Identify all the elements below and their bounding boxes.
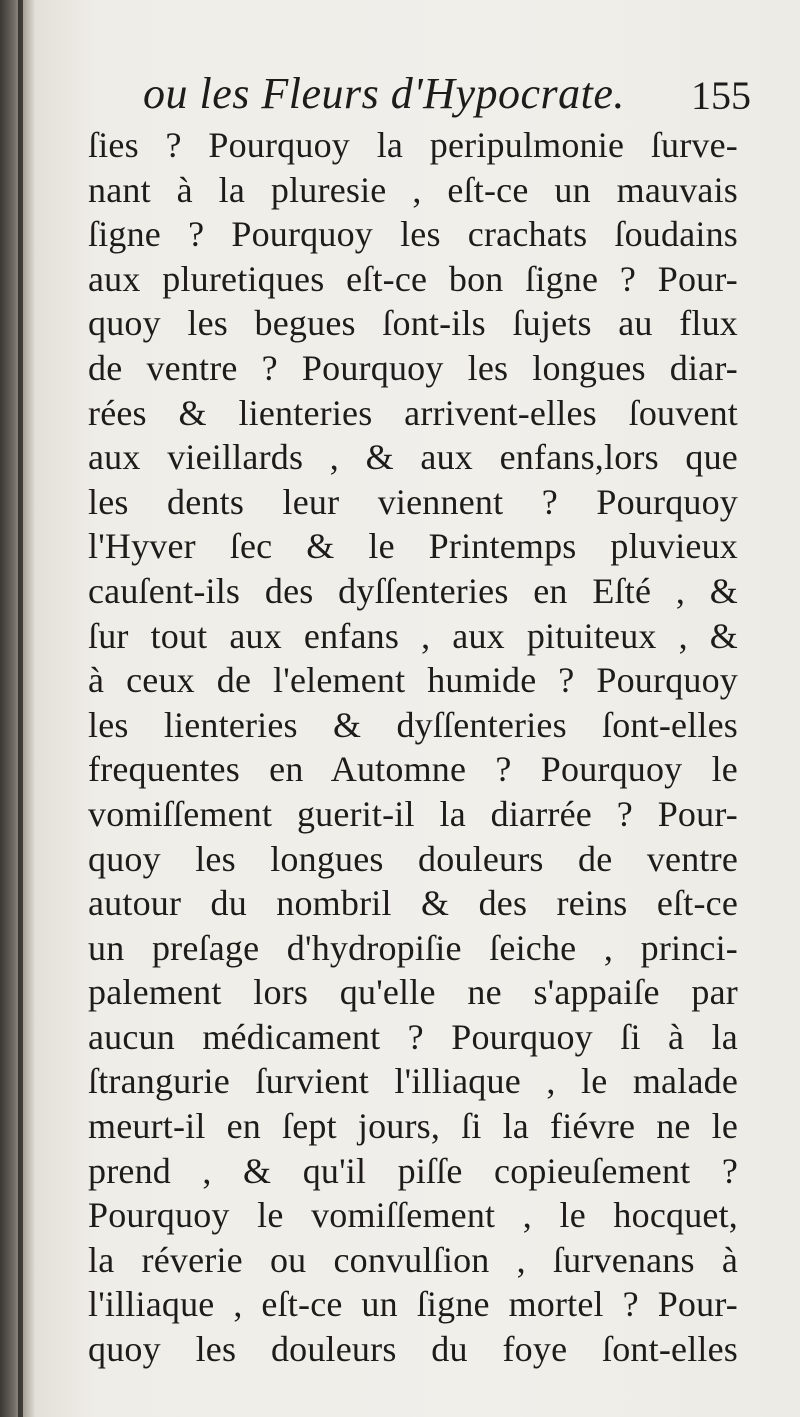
text-line: à ceux de l'element humide ? Pourquoy [88,660,738,701]
text-line: quoy les douleurs du foye ſont-elles [88,1329,738,1370]
text-line: les dents leur viennent ? Pourquoy [88,481,738,522]
binding-shadow-line [18,0,23,1417]
text-line: aux vieillards , & aux enfans,lors que [88,437,738,478]
text-line: aux pluretiques eſt-ce bon ſigne ? Pour- [88,258,738,299]
text-line: la réverie ou convulſion , ſurvenans à [88,1239,738,1280]
text-line: ſigne ? Pourquoy les crachats ſoudains [88,214,738,255]
text-line: aucun médicament ? Pourquoy ſi à la [88,1016,738,1057]
running-head-title: ou les Fleurs d'Hypocrate. [143,69,625,118]
text-line: prend , & qu'il piſſe copieuſement ? [88,1150,738,1191]
text-line: ſies ? Pourquoy la peripulmonie ſurve- [88,125,738,165]
text-line: un preſage d'hydropiſie ſeiche , princi- [88,927,738,968]
text-line: ſtrangurie ſurvient l'illiaque , le malade [88,1061,738,1102]
text-line: quoy les longues douleurs de ventre [88,838,738,879]
body-text [88,123,738,1372]
text-line: ſur tout aux enfans , aux pituiteux , & [88,615,738,656]
text-line: l'Hyver ſec & le Printemps pluvieux [88,526,738,567]
text-line: meurt-il en ſept jours, ſi la fiévre ne le [88,1106,738,1147]
text-line: frequentes en Automne ? Pourquoy le [88,749,738,790]
text-line: cauſent-ils des dyſſenteries en Eſté , & [88,570,738,611]
text-line: nant à la pluresie , eſt-ce un mauvais [88,169,738,210]
text-line: l'illiaque , eſt-ce un ſigne mortel ? Pour- [88,1284,738,1325]
text-line: de ventre ? Pourquoy les longues diar- [88,347,738,388]
text-line: quoy les begues ſont-ils ſujets au flux [88,303,738,344]
text-line: vomiſſement guerit-il la diarrée ? Pour- [88,793,738,834]
text-line: rées & lienteries arrivent-elles ſouvent [88,392,738,433]
text-line: autour du nombril & des reins eſt-ce [88,883,738,924]
running-head [131,68,751,128]
text-line: palement lors qu'elle ne s'appaiſe par [88,972,738,1013]
text-line: les lienteries & dyſſenteries ſont-elles [88,704,738,745]
page-number: 155 [691,73,751,118]
text-line: Pourquoy le vomiſſement , le hocquet, [88,1195,738,1236]
book-page [36,0,800,1417]
